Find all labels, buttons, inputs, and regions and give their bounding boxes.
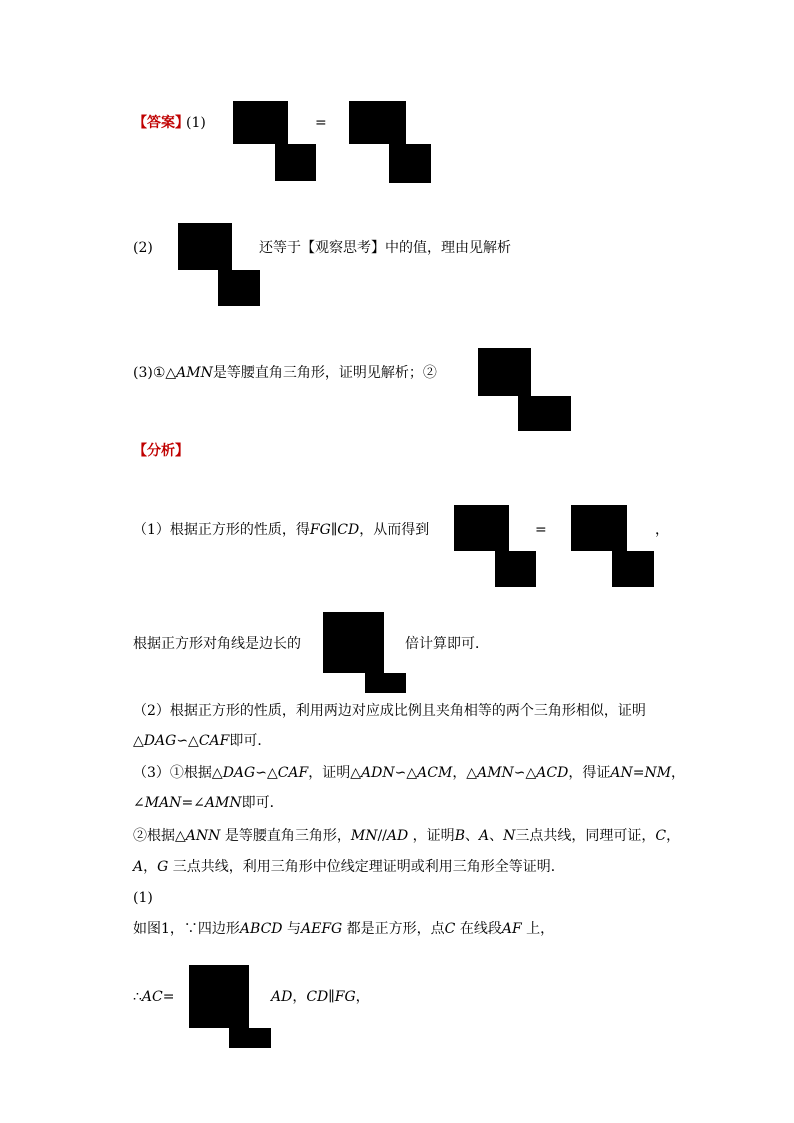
formula-image xyxy=(389,144,431,183)
answer-label: 【答案】 xyxy=(133,115,189,131)
analysis-line-6: ∠MAN=∠AMN即可． xyxy=(133,795,284,811)
analysis-line-1: （1）根据正方形的性质，得FG∥CD，从而得到 xyxy=(133,522,430,538)
formula-image xyxy=(454,505,509,551)
formula-image xyxy=(233,101,288,144)
formula-image xyxy=(323,612,384,673)
formula-image xyxy=(178,223,232,270)
analysis-line-2a: 根据正方形对角线是边长的 xyxy=(133,636,301,652)
solution-line-2b: AD，CD∥FG， xyxy=(271,989,370,1005)
formula-image xyxy=(478,348,531,396)
answer-part2-text: 还等于【观察思考】中的值，理由见解析 xyxy=(259,240,511,256)
analysis-line-2b: 倍计算即可． xyxy=(405,636,489,652)
formula-image xyxy=(518,396,571,431)
answer-part1-number: (1) xyxy=(186,115,206,131)
formula-image xyxy=(349,101,406,144)
analysis-line-5: （3）①根据△DAG∽△CAF，证明△ADN∽△ACM，△AMN∽△ACD，得证AN=NM， xyxy=(133,765,686,781)
formula-image xyxy=(229,1028,271,1048)
formula-image xyxy=(218,270,260,306)
formula-image xyxy=(365,673,406,693)
comma: ， xyxy=(655,522,669,538)
formula-image xyxy=(571,505,627,551)
solution-line-2a: ∴AC= xyxy=(133,989,175,1005)
solution-part1-number: (1) xyxy=(133,890,153,906)
analysis-line-7: ②根据△ANN 是等腰直角三角形，MN//AD ，证明B、A、N三点共线，同理可证，C， xyxy=(133,828,681,844)
formula-image xyxy=(189,965,249,1028)
answer-part2-number: (2) xyxy=(133,240,153,256)
solution-line-1: 如图1，∵四边形ABCD 与AEFG 都是正方形，点C 在线段AF 上， xyxy=(133,921,555,937)
formula-image xyxy=(495,551,536,587)
answer-part3-line: (3)①△AMN是等腰直角三角形，证明见解析；② xyxy=(133,365,437,381)
equals-sign: = xyxy=(535,522,547,538)
analysis-line-3: （2）根据正方形的性质，利用两边对应成比例且夹角相等的两个三角形相似，证明 xyxy=(133,703,646,719)
analysis-label: 【分析】 xyxy=(133,443,189,459)
formula-image xyxy=(612,551,654,587)
analysis-line-8: A，G 三点共线，利用三角形中位线定理证明或利用三角形全等证明． xyxy=(133,859,565,875)
equals-sign: = xyxy=(315,115,327,131)
analysis-line-4: △DAG∽△CAF即可． xyxy=(133,733,272,749)
formula-image xyxy=(275,144,316,181)
